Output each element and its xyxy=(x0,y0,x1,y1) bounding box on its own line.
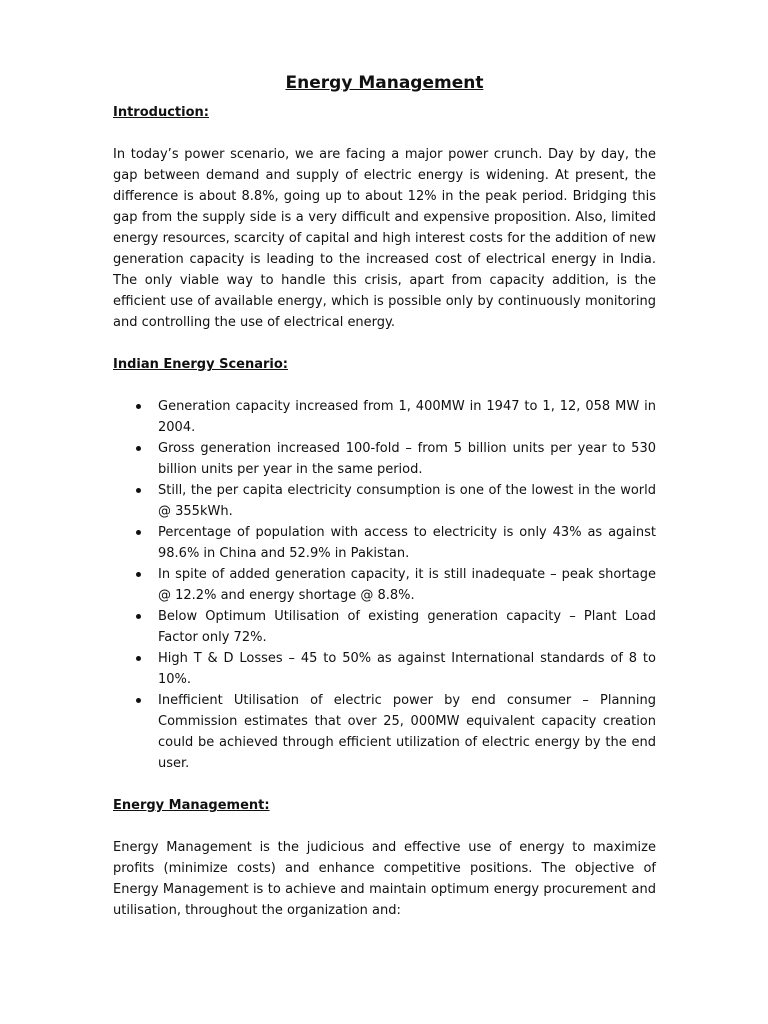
list-item-text: Generation capacity increased from 1, 400MW in 1947 to 1, 12, 058 MW in 2004. xyxy=(158,399,656,435)
energy-management-paragraph: Energy Management is the judicious and effective use of energy to maximize profits (minimize costs) and enhance competitive positions. The objective of Energy Management is to achieve and maintain optimum energy procurement and utilisation, throughout the organization and: xyxy=(113,840,656,918)
list-item xyxy=(158,648,656,690)
bullet-icon xyxy=(136,698,141,703)
list-item xyxy=(158,606,656,648)
indian-energy-scenario-list xyxy=(113,396,656,774)
list-item-text: Percentage of population with access to electricity is only 43% as against 98.6% in China and 52.9% in Pakistan. xyxy=(158,525,656,561)
list-item-text: High T & D Losses – 45 to 50% as against International standards of 8 to 10%. xyxy=(158,651,656,687)
bullet-icon xyxy=(136,404,141,409)
bullet-icon xyxy=(136,488,141,493)
list-item-text: In spite of added generation capacity, it is still inadequate – peak shortage @ 12.2% and energy shortage @ 8.8%. xyxy=(158,567,656,603)
bullet-icon xyxy=(136,614,141,619)
introduction-paragraph: In today’s power scenario, we are facing a major power crunch. Day by day, the gap between demand and supply of electric energy is widening. At present, the difference is about 8.8%, going up to about 12% in the peak period. Bridging this gap from the supply side is a very difficult and expensive proposition. Also, limited energy resources, scarcity of capital and high interest costs for the addition of new generation capacity is leading to the increased cost of electrical energy in India. The only viable way to handle this crisis, apart from capacity addition, is the efficient use of available energy, which is possible only by continuously monitoring and controlling the use of electrical energy. xyxy=(113,147,656,330)
list-item-text: Below Optimum Utilisation of existing generation capacity – Plant Load Factor only 72%. xyxy=(158,609,656,645)
energy-management-heading: Energy Management: xyxy=(113,798,270,813)
list-item xyxy=(158,438,656,480)
bullet-icon xyxy=(136,530,141,535)
list-item-text: Gross generation increased 100-fold – from 5 billion units per year to 530 billion units per year in the same period. xyxy=(158,441,656,477)
list-item xyxy=(158,396,656,438)
list-item xyxy=(158,564,656,606)
list-item xyxy=(158,690,656,774)
document-title: Energy Management xyxy=(285,73,484,93)
list-item xyxy=(158,480,656,522)
bullet-icon xyxy=(136,656,141,661)
list-item-text: Inefficient Utilisation of electric power by end consumer – Planning Commission estimates that over 25, 000MW equivalent capacity creation could be achieved through efficient utilization of electric energy by the end user. xyxy=(158,693,656,771)
list-item xyxy=(158,522,656,564)
bullet-icon xyxy=(136,446,141,451)
introduction-heading: Introduction: xyxy=(113,105,209,120)
bullet-icon xyxy=(136,572,141,577)
list-item-text: Still, the per capita electricity consumption is one of the lowest in the world @ 355kWh. xyxy=(158,483,656,519)
document-page xyxy=(113,70,656,921)
indian-energy-scenario-heading: Indian Energy Scenario: xyxy=(113,357,288,372)
